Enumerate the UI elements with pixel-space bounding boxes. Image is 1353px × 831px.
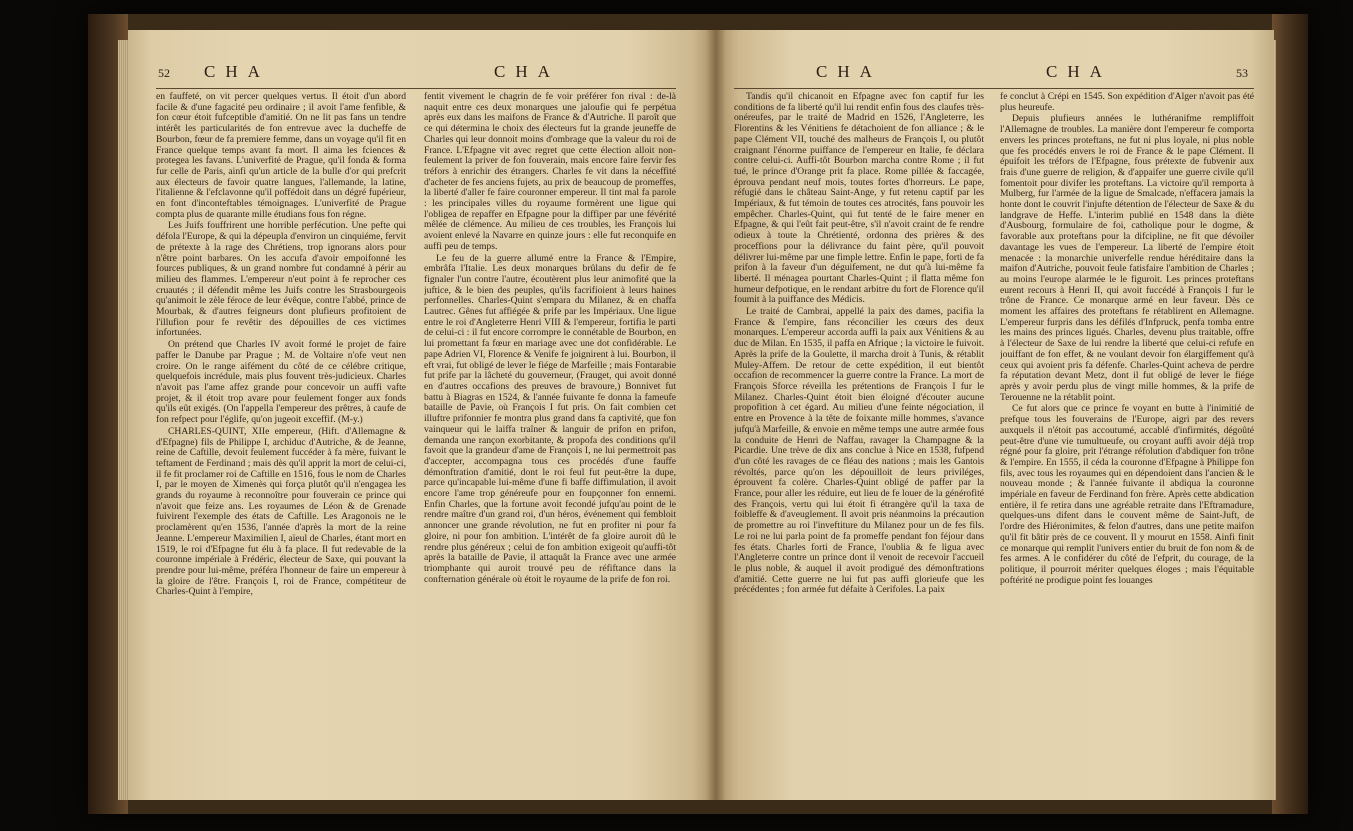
paragraph: Le feu de la guerre allumé entre la France & l'Empire, embrâfa l'Italie. Les deux monarques brûlans du defir de fe fignaler l'un contre l'autre, écoutèrent plus leur animofité que la juftice, & le bien des peuples, qu'ils facrifioient à leurs haines perfonnelles. Charles-Quint s'empara du Milanez, & en chaffa Lautrec. Gênes fut affiégée & prife par les Impériaux. Une ligue entre le roi d'Angleterre Henri VIII & l'empereur, fortifia le parti de celui-ci : il fut encore corrompre le connétable de Bourbon, en lui promettant fa fœur en mariage avec une dot confidérable. Le pape Adrien VI, Florence & Venife fe joignirent à lui. Bourbon, il eft vrai, fut obligé de lever le fiége de Marfeille ; mais Fontarabie fut prife par la lâcheté du gouverneur, (Frauget, qui avoit donné en d'autres occafions des preuves de bravoure,) Bonnivet fut battu à Biagras en 1524, & l'année fuivante fe donna la fameufe bataille de Pavie, où François I fut pris. On fait combien cet illuftre prifonnier fe montra plus grand dans fa captivité, que fon vainqueur qui le laiffa traîner & languir de prifon en prifon, demanda une rançon exorbitante, & propofa des conditions qu'il favoit que la grandeur d'ame de François I, ne lui permettroit pas d'accepter, accompagna tous ces procédés d'une fauffe démonftration d'amitié, dont le roi feul fut peut-être la dupe, parce qu'incapable lui-même d'une fi baffe diffimulation, il avoit encore l'ame trop généreufe pour en foupçonner fon ennemi. Enfin Charles, que la fortune avoit fecondé jufqu'au point de le rendre maître d'un grand roi, d'un héros, événement qui fembloit annoncer une grande révolution, ne fut en profiter ni pour fa gloire, ni pour fon ambition. L'intérêt de fa gloire auroit dû le rendre plus généreux ; celui de fon ambition exigeoit qu'auffi-tôt après la bataille de Pavie, il attaquât la France avec une armée triomphante qui auroit trouvé peu de réfiftance dans la confternation générale où étoit le royaume de la prife de fon roi. <box>424 252 676 585</box>
paragraph: fe conclut à Crépi en 1545. Son expédition d'Alger n'avoit pas été plus heureufe. <box>1000 92 1254 113</box>
text-column-2 <box>1000 92 1254 772</box>
running-head-right-col: CHA <box>494 62 560 81</box>
right-page <box>716 30 1274 800</box>
paragraph: en fauffeté, on vit percer quelques vertus. Il étoit d'un abord facile & d'une fagacité peu ordinaire ; il avoit l'ame fenfible, & fon cœur étoit fufceptible d'amitié. On ne lit pas fans un tendre intérêt les particularités de fon entrevue avec la ducheffe de Bourbon, fœur de fa premiere femme, dans un voyage qu'il fit en France quelque temps avant fa mort. Il aima les fciences & protegea les favans. L'univerfité de Prague, qu'il fonda & forma fur celle de Paris, ainfi qu'un article de la bulle d'or qui prefcrit aux électeurs de favoir quatre langues, l'allemande, la latine, l'italienne & l'efclavonne qu'il poffédoit dans un dégré fupérieur, en font d'inconteftables témoignages. L'univerfité de Prague compta plus de quarante mille étudians fous fon régne. <box>156 92 406 220</box>
paragraph: CHARLES-QUINT, XIIe empereur, (Hift. d'Allemagne & d'Efpagne) fils de Philippe I, archiduc d'Autriche, & de Jeanne, reine de Caftille, devoit feulement fuccéder à fa mère, fuivant le teftament de Ferdinand ; mais dès qu'il apprit la mort de celui-ci, il fe fit proclamer roi de Caftille en 1516, fous le nom de Charles I, par le moyen de Ximenès qui força plutôt qu'il n'engagea les grands du royaume à reconnoître pour fouverain ce prince qui n'avoit que feize ans. Les royaumes de Léon & de Grenade fuivirent l'exemple des états de Caftille. Les Aragonois ne le proclamèrent qu'en 1536, l'année d'après la mort de la reine Jeanne. L'empereur Maximilien I, aïeul de Charles, étant mort en 1519, le roi d'Efpagne fut élu à fa place. Il fut redevable de la couronne impériale à Frédéric, électeur de Saxe, qui pouvant la prendre pour lui-même, préféra l'honneur de faire un empereur à la gloire de l'être. François I, roi de France, compétiteur de Charles-Quint à l'empire, <box>156 425 406 598</box>
running-head-left-col: CHA <box>204 62 270 81</box>
paragraph: On prétend que Charles IV avoit formé le projet de faire paffer le Danube par Prague ; M. de Voltaire n'ofe veut nen croire. On le range aifément du côté de ce célébre critique, quelquefois incrédule, mais plus fouvent très-judicieux. Charles n'avoit pas l'ame affez grande pour concevoir un auffi vafte projet, & il étoit trop avare pour feulement fonger aux fonds qu'ils eût exigés. (On l'appella l'empereur des prêtres, à caufe de fon refpect pour l'églife, qu'on jugeoit exceffif. (M-y.) <box>156 339 406 426</box>
text-column-1 <box>156 92 406 772</box>
paragraph: Les Juifs fouffrirent une horrible perfécution. Une pefte qui défola l'Europe, & qui la dépeupla d'environ un cinquiéme, fervit de prétexte à la rage des Chrétiens, trop ignorans alors pour n'être point barbares. On les accufa d'avoir empoifonné les fources publiques, & un grand nombre fut condamné à périr au milieu des flammes. L'empereur n'eut point à fe reprocher ces cruautés ; il défendit même les Juifs contre les Strasbourgeois qu'animoit le zèle féroce de leur évêque, contre l'abbé, prince de Mourbak, & d'autres feigneurs dont plufieurs profitoient de l'illufion pour fe revêtir des dépouilles de ces victimes infortunées. <box>156 220 406 339</box>
paragraph: Ce fut alors que ce prince fe voyant en butte à l'inimitié de prefque tous les fouverains de l'Europe, aigri par des revers auxquels il n'étoit pas accoutumé, accablé d'infirmités, dégoûté peut-être d'une vie tumultueufe, ou croyant auffi avoir déjà trop régné pour fa gloire, prit l'étrange réfolution d'abdiquer fon trône & l'empire. En 1555, il céda la couronne d'Efpagne à Philippe fon fils, avec tous les royaumes qui en dépendoient dans l'ancien & le nouveau monde ; & l'année fuivante il abdiqua la couronne impériale en faveur de Ferdinand fon frère. Après cette abdication entière, il fe retira dans une agréable retraite dans l'Eftramadure, quelques-uns difent dans le couvent même de Saint-Juft, de l'ordre des Hiéronimites, & felon d'autres, dans une petite maifon qu'il fit bâtir près de ce couvent. Il y mourut en 1558. Ainfi finit ce monarque qui remplit l'univers entier du bruit de fon nom & de fes armes. A le confidérer du côté de l'efprit, du courage, de la politique, il pourroit mériter quelques éloges ; mais l'équitable poftérité ne prodigue point fes louanges <box>1000 403 1254 586</box>
left-page <box>128 30 716 800</box>
book-gutter <box>706 30 726 800</box>
paragraph: Le traité de Cambrai, appellé la paix des dames, pacifia la France & l'empire, fans réconcilier les cœurs des deux monarques. L'empereur accorda auffi la paix aux Vénitiens & au duc de Milan. En 1535, il paffa en Afrique ; la victoire le fuivoit. Après la prife de la Goulette, il marcha droit à Tunis, & rétablit Muley-Affem. De retour de cette expédition, il eut bientôt occafion de recommencer la guerre contre la France. La mort de François Sforce réveilla les prétentions de François I fur le Milanez. Charles-Quint étoit bien éloigné d'écouter aucune propofition à cet égard. Au milieu d'une feinte négociation, il entre en Provence à la tête de foixante mille hommes, s'avance jufqu'à Marfeille, & envoie en même temps une autre armée fous la conduite de Henri de Naffau, ravager la Champagne & la Picardie. Une trève de dix ans conclue à Nice en 1538, fufpend d'un côté les ravages de ce fléau des nations ; mais les Gantois révoltés, parce qu'on les dépouilloit de leurs priviléges, éprouvent fa colère. Charles-Quint obligé de paffer par la France, pour aller les réduire, eut lieu de fe louer de la générofité des François, vertu qui lui étoit fi étrangère qu'il la taxa de foibleffe & d'aveuglement. Il avoit pris néanmoins la précaution de promettre au roi l'inveftiture du Milanez pour un de fes fils. Le roi ne lui parla point de fa promeffe pendant fon féjour dans fes états. Charles forti de France, l'oublia & fe ligua avec l'Angleterre contre un prince dont il venoit de recevoir l'accueil le plus noble, & auquel il avoit prodigué des démonftrations d'amitié. Cette guerre ne lui fut pas auffi glorieufe que les précédentes ; fon armée fut défaite à Cerifoles. La paix <box>734 306 984 596</box>
paragraph: Depuis plufieurs années le luthéranifme rempliffoit l'Allemagne de troubles. La manière dont l'empereur fe comporta envers les princes proteftans, ne fut ni plus loyale, ni plus noble que fes procédés envers le roi de France & le pape Clément. Il épuifoit les tréfors de l'Efpagne, fous prétexte de fubvenir aux frais d'une guerre de religion, & d'appaifer une guerre civile qu'il fomentoit pour divifer les proteftans. La victoire qu'il remporta à Mulberg, fur l'armée de la ligue de Smalcade, n'effacera jamais la honte dont le couvrit l'injufte détention de l'électeur de Saxe & du landgrave de Heffe. L'interim publié en 1548 dans la diète d'Ausbourg, formulaire de foi, catholique pour le dogme, & favorable aux proteftans pour la difcipline, ne fit que dévoiler davantage les vues de l'empereur. La liberté de l'empire étoit menacée : la monarchie univerfelle rendue héréditaire dans la maifon d'Autriche, pouvoit feule fatisfaire l'ambition de Charles ; au moins l'europe alarmée le le figuroit. Les princes proteftans eurent recours à Henri II, qui avoit fuccédé à François I fur le trône de France. Ce monarque armé en leur faveur. Dès ce moment les affaires des proteftans fe rétablirent en Allemagne. L'empereur furpris dans les défilés d'Infpruck, penfa tomba entre les mains des princes ligués. Charles, devenu plus traitable, offre à l'électeur de Saxe de lui rendre la liberté que celui-ci refufe en jouiffant de fon effet, & ne voulant devoir fon élargiffement qu'à ceux qui avoient pris fa défenfe. Charles-Quint acheva de perdre fa réputation devant Metz, dont il fut obligé de lever le fiége après y avoir perdu plus de vingt mille hommes, & la prife de Terouenne ne la rétablit point. <box>1000 113 1254 403</box>
header-rule <box>734 88 1254 89</box>
header-rule <box>156 88 676 89</box>
paragraph: fentit vivement le chagrin de fe voir préférer fon rival : de-là naquit entre ces deux monarques une jaloufie qui fe perpétua après eux dans les maifons de France & d'Autriche. Il paroît que ce qui détermina le choix des électeurs fut la grande jeuneffe de Charles qui leur donnoit moins d'ombrage que la valeur du roi de France. L'Efpagne vit avec regret que cette élection alloit non-feulement la priver de fon fouverain, mais encore faire fervir fes tréfors à enrichir des étrangers. Charles fe vit dans la néceffité d'acheter de fes anciens fujets, au prix de beaucoup de promeffes, la liberté d'aller fe faire couronner empereur. Il tint mal fa parole : les principales villes du royaume formèrent une ligue qui l'obligea de repaffer en Efpagne pour la diffiper par une févérité mêlée de clémence. Au milieu de ces troubles, les François lui avoient enlevé la Navarre en quinze jours : elle fut reconquife en auffi peu de temps. <box>424 92 676 252</box>
running-head-left-col: CHA <box>816 62 882 81</box>
text-column-1 <box>734 92 984 772</box>
running-head-right-col: CHA <box>1046 62 1112 81</box>
right-cover-edge <box>1272 14 1308 814</box>
page-number: 52 <box>158 66 170 80</box>
text-column-2 <box>424 92 676 772</box>
paragraph: Tandis qu'il chicanoit en Efpagne avec fon captif fur les conditions de fa liberté qu'il lui rendit enfin fous des claufes très-onéreufes, par le traité de Madrid en 1526, l'Angleterre, les Florentins & les Vénitiens fe détachoient de fon alliance ; & le pape Clément VII, touché des malheurs de François I, ou plutôt craignant l'énorme puiffance de l'empereur en Italie, fe déclara contre celui-ci. Auffi-tôt Bourbon marcha contre Rome ; il fut tué, le prince d'Orange prit fa place. Rome pillée & faccagée, éprouva pendant neuf mois, toutes fortes d'horreurs. Le pape, réfugié dans le château Saint-Ange, y fut retenu captif par les Impériaux, & fut témoin de toutes ces atrocités, fans pouvoir les empêcher. Charles-Quint, qui fut tenté de le faire mener en Efpagne, & qui l'eût fait peut-être, s'il n'avoit craint de fe rendre odieux à toute la Chrétienté, ordonna des prières & des proceffions pour la délivrance du faint père, qu'il pouvoit délivrer lui-même par une fimple lettre. Enfin le pape, forti de fa prifon à la faveur d'un déguifement, ne dut qu'à lui-même fa liberté. Il ménagea pourtant Charles-Quint ; il flatta même fon humeur defpotique, en le rendant arbitre du fort de Florence qu'il foumit à la puiffance des Médicis. <box>734 92 984 306</box>
page-number: 53 <box>1236 66 1248 80</box>
